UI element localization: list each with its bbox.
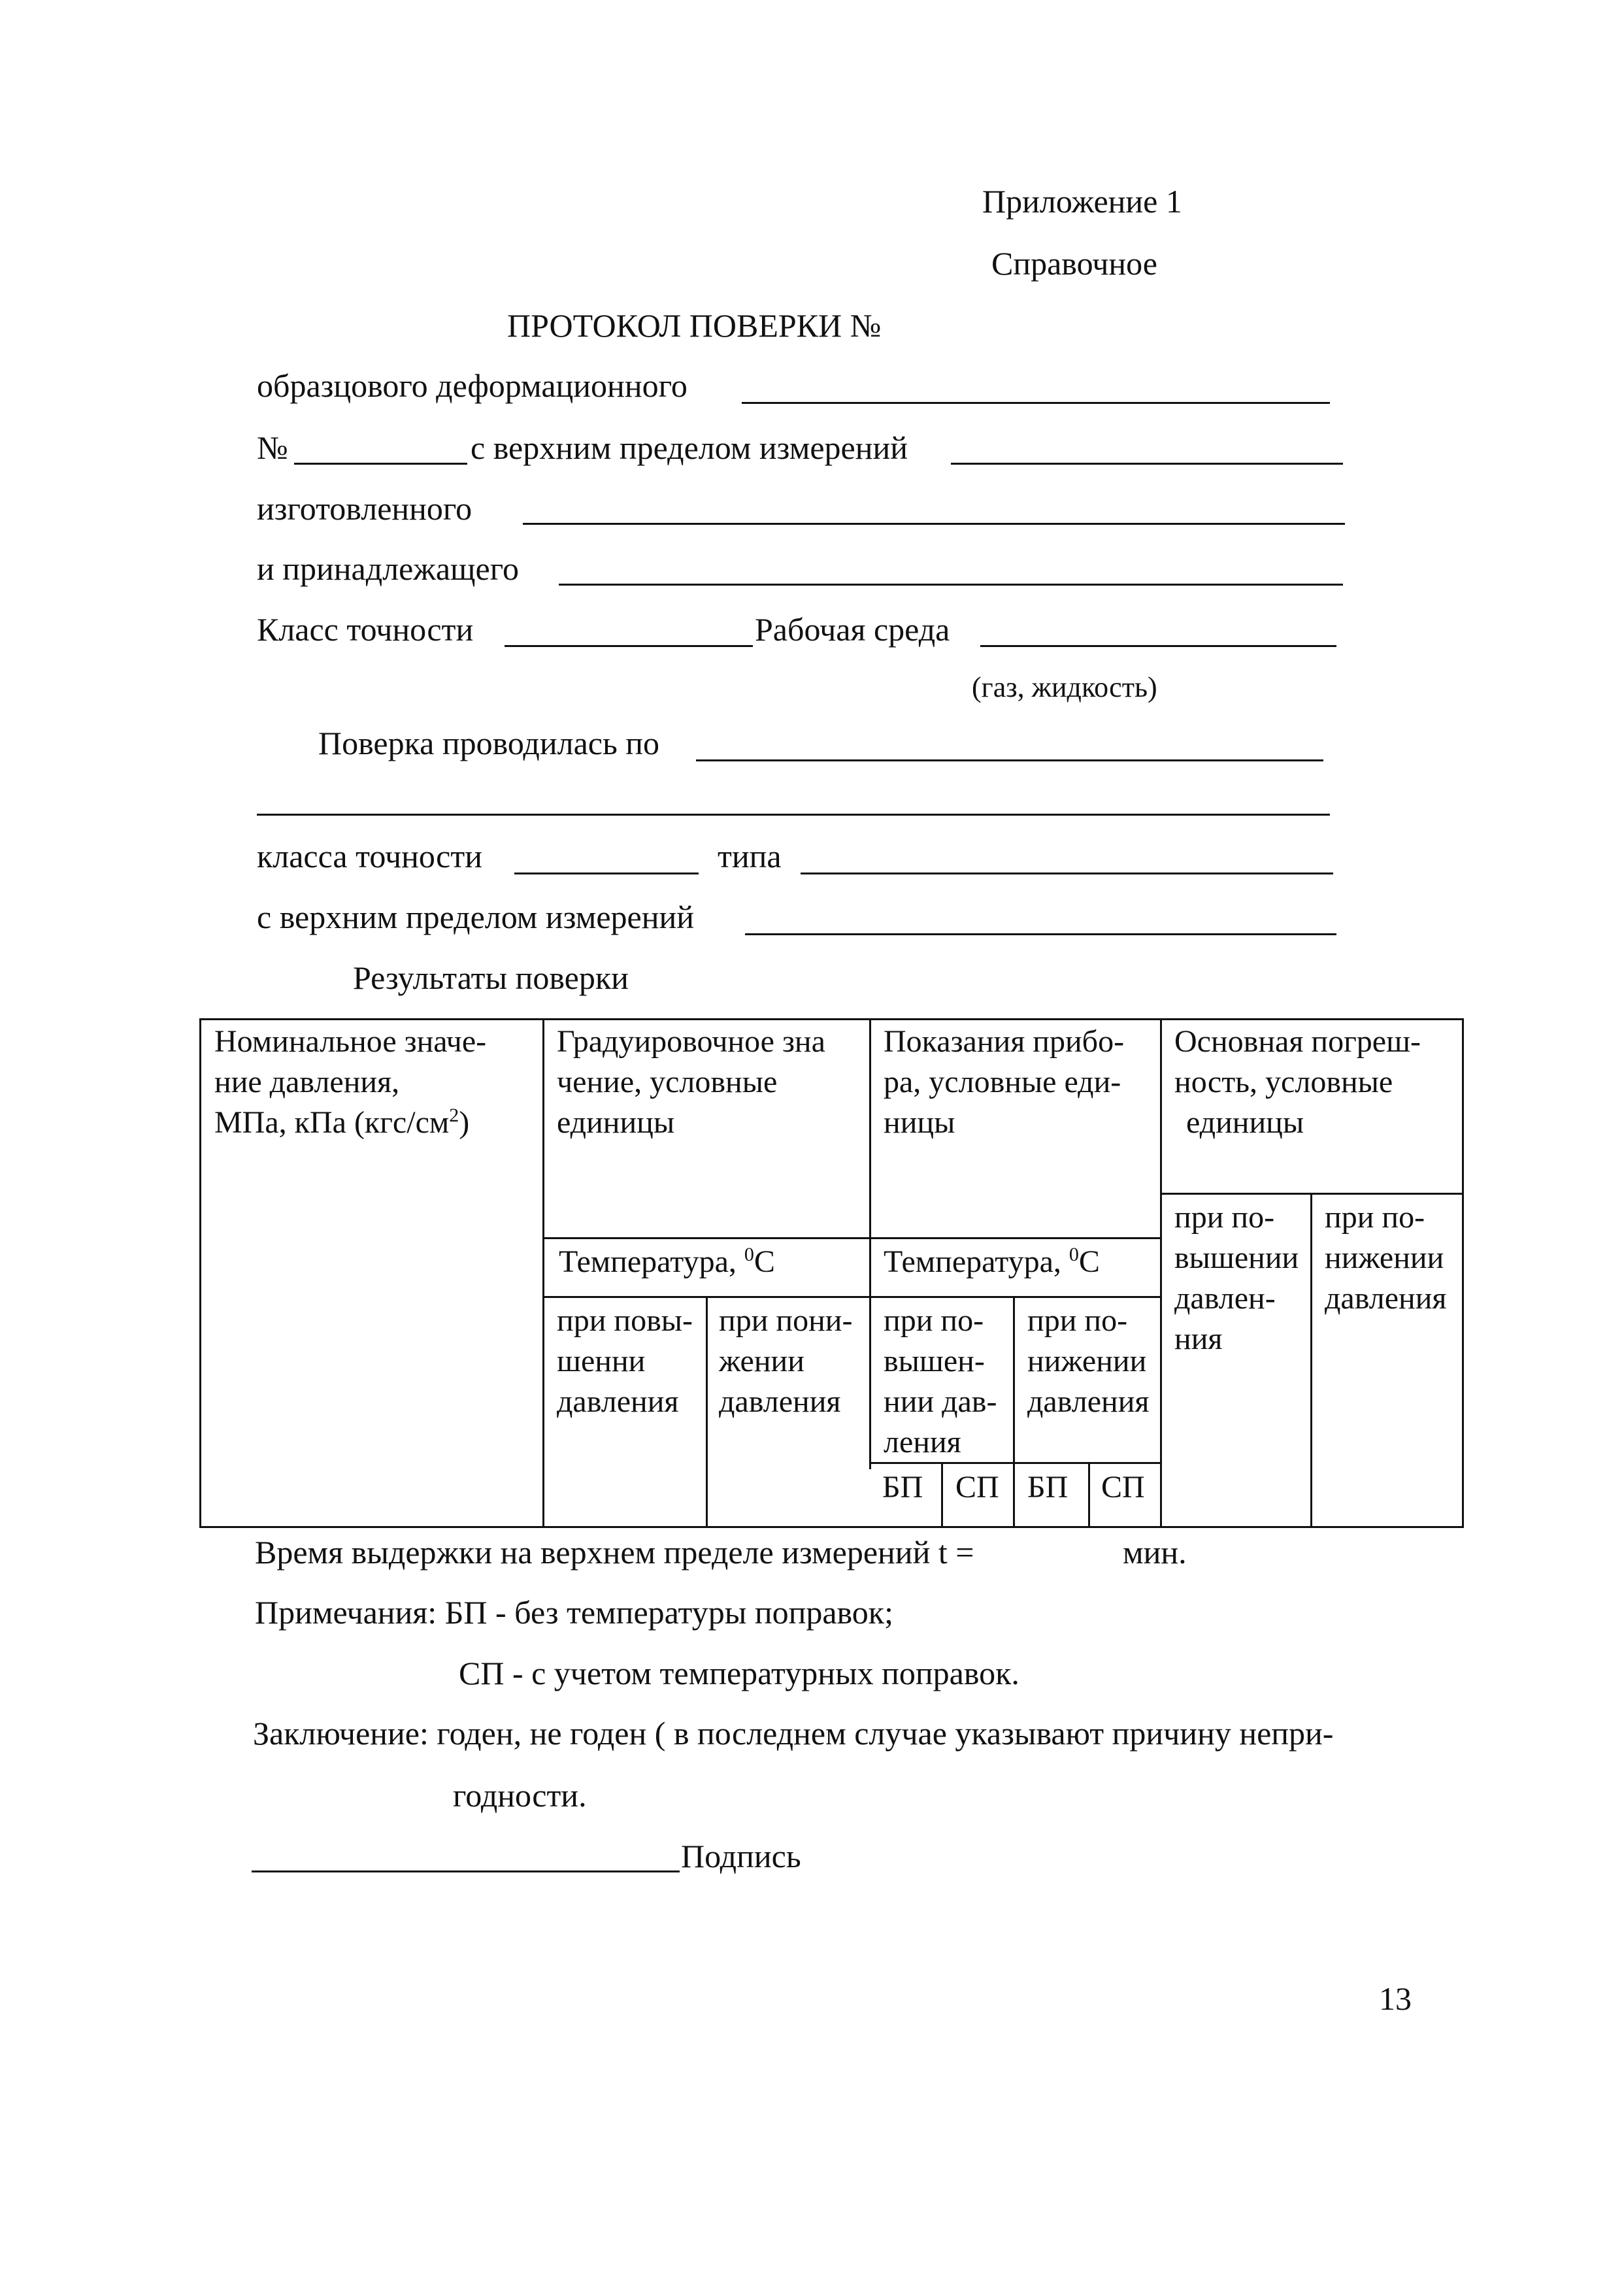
manufacturer-line	[523, 523, 1345, 525]
col-sep-2	[869, 1018, 871, 1469]
verified-by-line	[696, 759, 1323, 761]
verified-by-label: Поверка проводилась по	[318, 725, 660, 761]
working-medium-line	[980, 645, 1336, 647]
ref-accuracy-label: класса точности	[257, 838, 482, 874]
owner-line	[559, 584, 1343, 586]
medium-hint: (газ, жидкость)	[972, 671, 1157, 703]
reference-label: Справочное	[991, 245, 1157, 282]
col3-sub-sep	[1013, 1296, 1015, 1469]
table-border-top	[199, 1018, 1464, 1020]
notes-label: Примечания: БП - без температуры поправок;	[255, 1594, 893, 1631]
error-decrease-header: при по- нижении давления	[1325, 1200, 1447, 1316]
verified-by-line-2	[257, 814, 1330, 816]
col2-sub-sep	[706, 1296, 708, 1528]
conclusion-continued: годности.	[453, 1777, 587, 1814]
col-nominal-header: Номинальное значе- ние давления, МПа, кПа $(кгс/см^2)$	[214, 1024, 487, 1140]
col-readings-header: Показания прибо- ра, условные еди- ницы	[884, 1024, 1125, 1140]
temperature-label-2: Температура, $^0$C	[884, 1244, 1100, 1279]
number-line	[294, 463, 467, 465]
page-title: ПРОТОКОЛ ПОВЕРКИ №	[507, 307, 882, 344]
bpsp-sep-3	[1088, 1462, 1090, 1526]
table-border-bottom	[199, 1526, 1464, 1528]
ref-upper-limit-line	[745, 933, 1336, 935]
results-heading: Результаты поверки	[353, 959, 629, 996]
sp-label-2: СП	[1101, 1470, 1145, 1504]
sp-label-1: СП	[955, 1470, 999, 1504]
temp-row-bottom	[542, 1296, 1160, 1298]
col-sep-3	[1160, 1018, 1162, 1528]
table-border-right	[1462, 1018, 1464, 1528]
accuracy-class-label: Класс точности	[257, 611, 474, 648]
col-error-header: Основная погреш- ность, условные единицы	[1174, 1024, 1421, 1140]
upper-limit-label: с верхним пределом измерений	[471, 429, 908, 466]
ref-type-label: типа	[718, 838, 782, 874]
page-number: 13	[1379, 1980, 1412, 2017]
signature-line	[252, 1870, 680, 1872]
appendix-label: Приложение 1	[982, 183, 1182, 220]
bp-label-2: БП	[1027, 1470, 1069, 1504]
temperature-label-1: Температура, $^0$C	[559, 1244, 775, 1279]
owner-label: и принадлежащего	[257, 550, 520, 587]
readings-increase-header: при по- вышен- нии дав- ления	[884, 1303, 997, 1459]
readings-decrease-header: при по- нижении давления	[1027, 1303, 1150, 1419]
hold-time-label: Время выдержки на верхнем пределе измерений t =	[255, 1534, 974, 1571]
ref-upper-limit-label: с верхним пределом измерений	[257, 899, 695, 935]
table-border-left	[199, 1018, 201, 1528]
grad-decrease-header: при пони- жении давления	[719, 1303, 853, 1419]
number-label: №	[257, 429, 288, 466]
device-line	[742, 402, 1330, 404]
device-label: образцового деформационного	[257, 367, 688, 404]
manufacturer-label: изготовленного	[257, 490, 472, 527]
col-sep-1	[542, 1018, 544, 1528]
accuracy-class-line	[505, 645, 753, 647]
ref-type-line	[801, 873, 1333, 874]
grad-increase-header: при повы- шенни давления	[557, 1303, 693, 1419]
upper-limit-line	[951, 463, 1343, 465]
signature-label: Подпись	[681, 1838, 801, 1874]
temp-row-top	[542, 1237, 1160, 1239]
hold-time-unit: мин.	[1123, 1534, 1187, 1571]
bpsp-sep-1	[941, 1462, 943, 1526]
conclusion-label: Заключение: годен, не годен ( в последнем случае указывают причину непри-	[253, 1715, 1334, 1752]
bp-label-1: БП	[882, 1470, 923, 1504]
bpsp-sep-2	[1013, 1462, 1015, 1526]
notes-sp: СП - с учетом температурных поправок.	[459, 1655, 1019, 1691]
working-medium-label: Рабочая среда	[755, 611, 950, 648]
ref-accuracy-line	[514, 873, 699, 874]
error-increase-header: при по- вышении давлен- ния	[1174, 1200, 1299, 1356]
col4-sub-sep	[1310, 1193, 1312, 1528]
col-graduation-header: Градуировочное зна чение, условные единицы	[557, 1024, 825, 1140]
